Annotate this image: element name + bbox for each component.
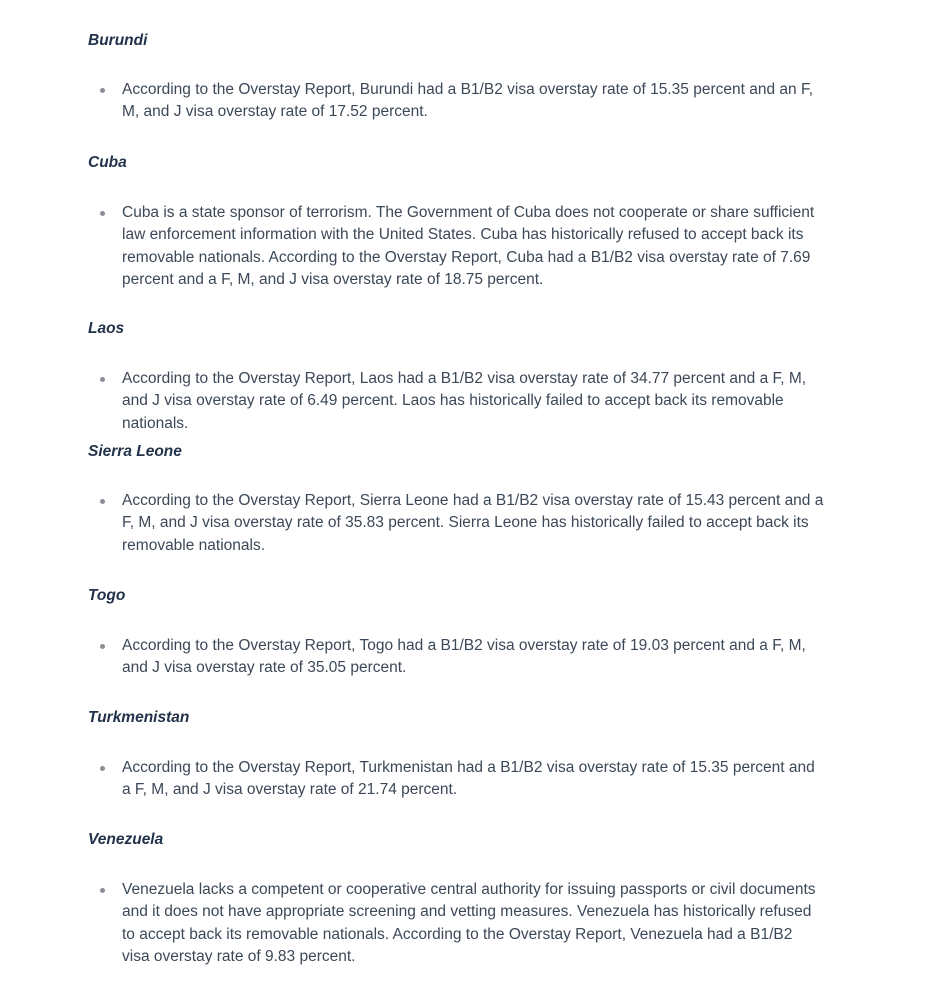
bullet-text: According to the Overstay Report, Turkmenistan had a B1/B2 visa overstay rate of 15.35 percent and a F, M, and J visa overstay rate of 21.74 percent. xyxy=(122,759,815,799)
bullet-icon xyxy=(100,211,105,216)
bullet-text: According to the Overstay Report, Laos had a B1/B2 visa overstay rate of 34.77 percent and a F, M, and J visa overstay rate of 6.49 percent. Laos has historically failed to accept back its removable nationals. xyxy=(122,370,807,432)
bullet-icon xyxy=(100,644,105,649)
bullet-icon xyxy=(100,88,105,93)
bullet-text: According to the Overstay Report, Sierra Leone had a B1/B2 visa overstay rate of 15.43 percent and a F, M, and J visa overstay rate of 35.83 percent. Sierra Leone has historically failed to accept back its removable nationals. xyxy=(122,492,824,554)
country-heading-togo: Togo xyxy=(88,587,126,604)
bullet-text: According to the Overstay Report, Togo had a B1/B2 visa overstay rate of 19.03 percent and a F, M, and J visa overstay rate of 35.05 percent. xyxy=(122,637,806,677)
bullet-icon xyxy=(100,499,105,504)
bullet-text: Venezuela lacks a competent or cooperative central authority for issuing passports or civil documents and it does not have appropriate screening and vetting measures. Venezuela has historically refused to accept back its removable nationals. According to the Overstay Report, Venezuela had a B1/B2 visa overstay rate of 9.83 percent. xyxy=(122,881,816,966)
bullet-icon xyxy=(100,766,105,771)
list-item xyxy=(88,79,824,124)
bullet-icon xyxy=(100,377,105,382)
country-heading-turkmenistan: Turkmenistan xyxy=(88,709,190,726)
country-heading-venezuela: Venezuela xyxy=(88,831,164,848)
country-heading-laos: Laos xyxy=(88,320,125,337)
list-item xyxy=(88,635,824,680)
list-item xyxy=(88,879,824,969)
bullet-list xyxy=(88,79,824,124)
bullet-list xyxy=(88,490,824,557)
country-heading-sierra-leone: Sierra Leone xyxy=(88,443,182,460)
country-heading-cuba: Cuba xyxy=(88,154,127,171)
list-item xyxy=(88,490,824,557)
bullet-icon xyxy=(100,888,105,893)
bullet-list xyxy=(88,879,824,969)
list-item xyxy=(88,368,824,435)
list-item xyxy=(88,757,824,802)
bullet-list xyxy=(88,757,824,802)
bullet-list xyxy=(88,635,824,680)
bullet-list xyxy=(88,368,824,435)
list-item xyxy=(88,202,824,292)
bullet-list xyxy=(88,202,824,292)
bullet-text: According to the Overstay Report, Burundi had a B1/B2 visa overstay rate of 15.35 percent and an F, M, and J visa overstay rate of 17.52 percent. xyxy=(122,81,814,121)
country-heading-burundi: Burundi xyxy=(88,32,148,49)
bullet-text: Cuba is a state sponsor of terrorism. The Government of Cuba does not cooperate or share sufficient law enforcement information with the United States. Cuba has historically refused to accept back its removable nationals. According to the Overstay Report, Cuba had a B1/B2 visa overstay rate of 7.69 percent and a F, M, and J visa overstay rate of 18.75 percent. xyxy=(122,204,815,289)
